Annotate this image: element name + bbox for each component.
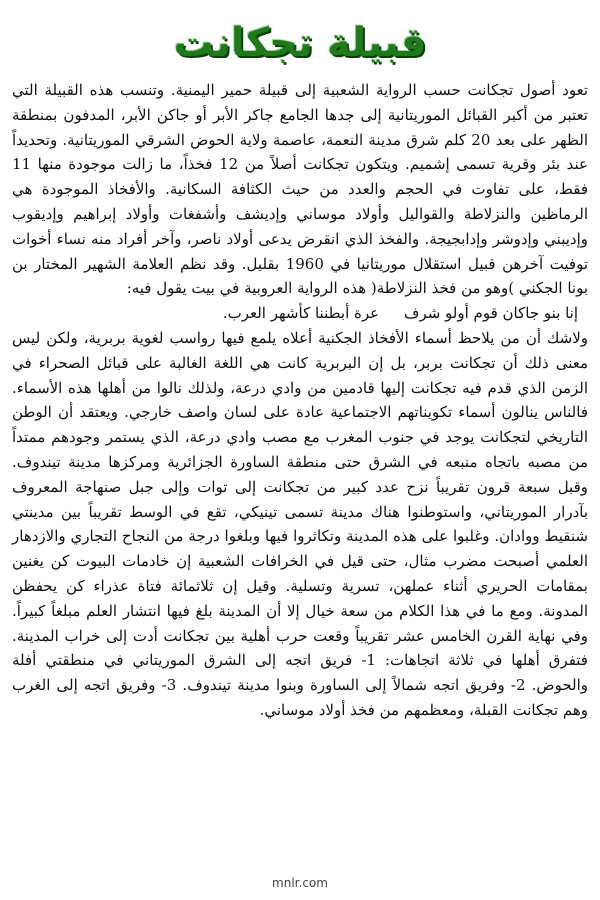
paragraph-intro: تعود أصول تجكانت حسب الرواية الشعبية إلى قبيلة حمير اليمنية. وتنسب هذه القبيلة التي تعتبر من أكبر القبائل الموريتانية إلى جدها الجامع جاكر الأبر أو جاكن الأبر، المدفون بمنطقة الظهر على بعد 20 كلم شرق مدينة النعمة، عاصمة ولاية الحوض الشرقي الموريتانية. وتحديداً عند بئر وقرية تسمى إشميم. ويتكون تجكانت أصلاً من 12 فخذاً، ما زالت موجودة منها 11 فقط، على تفاوت في الحجم والعدد من حيث الكثافة السكانية. والأفخاذ الموجودة هي الرماظين والنزلاطة والقواليل وأولاد موساني وإديشف وأشفغات وأولاد إبراهيم وإديقوب وإديبني وإدوشر وإدابجيجة. والفخذ الذي انقرض يدعى أولاد ناصر، وآخر أفراد منه نساء أخوات توفيت آخرهن قبيل استقلال موريتانيا في 1960 بقليل. وقد نظم العلامة الشهير المختار بن بونا الجكني )وهو من فخذ النزلاطة( هذه الرواية العروبية في بيت يقول فيه: [12,81,589,298]
verse-hemistich-second: عرة أبطننا كأشهر العرب. [222,304,380,323]
verse-hemistich-first: إنا بنو جاكان قوم أولو شرف [403,304,578,323]
article-body [12,78,588,723]
footer-source: mnlr.com [272,876,328,890]
poem-verse [12,301,588,326]
title-banner [12,8,588,78]
page-title: قبيلة تجكانت [173,20,427,66]
paragraph-history: ولاشك أن من يلاحظ أسماء الأفخاذ الجكنية أعلاه يلمع فيها رواسب لغوية بربرية، ولكن ليس معنى ذلك أن تجكانت بربر، بل إن البربرية كانت هي اللغة الغالبة على قبائل الصحراء في الزمن الذي قدم فيه تجكانت إليها قادمين من وادي درعة، ولذلك نالوا من أهلها هذه الأسماء. فالناس ينالون أسماء تكويناتهم الاجتماعية عادة على لسان واصف خارجي. ويعتقد أن الوطن التاريخي لتجكانت يوجد في جنوب المغرب مع مصب وادي درعة، الذي يستمر وجودهم ممتداً من مصبه باتجاه منبعه في الشرق حتى منطقة الساورة الجزائرية ومركزها مدينة تيندوف. وقبل سبعة قرون تقريباً نزح عدد كبير من تجكانت إلى توات وإلى جبل صنهاجة المعروف بآدرار الموريتاني، واستوطنوا هناك مدينة تسمى تينيكي، تقع في الوسط تقريباً بين مدينتي شنقيط ووادان. وغلبوا على هذه المدينة وتكاثروا فيها وبلغوا درجة من النجاح التجاري والازدهار العلمي أصبحت مضرب مثال، حتى قيل في الخرافات الشعبية إن خادمات البيوت كن يغنين بمقامات الحريري أثناء عملهن، تسرية وتسلية. وقيل إن ثلاثمائة فتاة عذراء كن يحفظن المدونة. ومع ما في هذا الكلام من سعة خيال إلا أن المدينة بلغ فيها انتشار العلم مبلغاً كبيراً. وفي نهاية القرن الخامس عشر تقريباً وقعت حرب أهلية بين تجكانت أدت إلى خراب المدينة. فتفرق أهلها في ثلاثة اتجاهات: 1- فريق اتجه إلى الشرق الموريتاني في منطقتي أفلة والحوض. 2- وفريق اتجه شمالاً إلى الساورة وبنوا مدينة تيندوف. 3- وفريق اتجه إلى الغرب وهم تجكانت القبلة، ومعظمهم من فخذ أولاد موساني. [12,328,588,719]
